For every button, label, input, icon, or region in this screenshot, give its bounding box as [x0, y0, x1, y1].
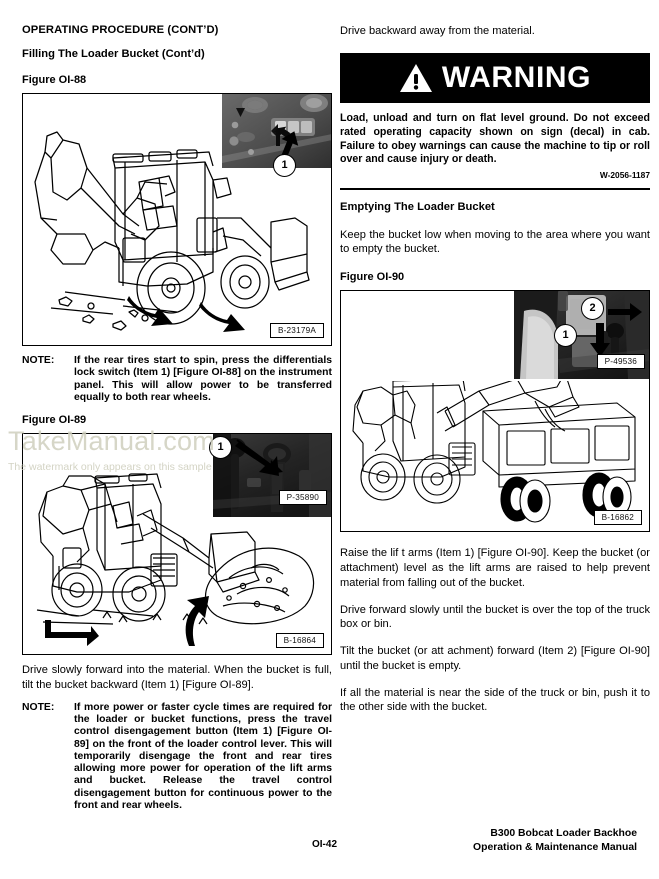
figure-oi-90 [340, 290, 650, 532]
note-text: If more power or faster cycle times are required for the loader or bucket functions, press the travel control disengagement button (Item 1) [Figure OI-89] on the front of the loader control lever. This will temporarily disengage the front and rear tires allowing more power for operation of the lift arms and bucket. Release the travel control disengagement button for continuous power to the front and rear wheels. [74, 701, 332, 811]
page-footer [22, 827, 637, 861]
figure-label-oi-90: Figure OI-90 [340, 271, 405, 284]
paragraph-tilt-bucket-forward: Tilt the bucket (or att achment) forward (Item 2) [Figure OI-90] until the bucket is empty. [340, 645, 650, 672]
note-travel-control-disengagement [22, 702, 332, 812]
figure-oi-89-callout-1: 1 [209, 436, 232, 459]
page-title: OPERATING PROCEDURE (CONT’D) [22, 24, 219, 36]
left-column [22, 24, 332, 822]
note-differentials-lock [22, 355, 332, 404]
right-column [340, 24, 650, 715]
loader-dumping-into-truck-line-art [349, 381, 645, 523]
warning-title: WARNING [441, 60, 592, 94]
section-heading-emptying: Emptying The Loader Bucket [340, 201, 495, 214]
note-keyword: NOTE: [22, 701, 55, 713]
figure-oi-88 [22, 93, 332, 346]
footer-manual-title [473, 827, 637, 855]
paragraph-drive-slowly-forward: Drive slowly forward into the material. When the bucket is full, tilt the bucket backward (Item 1) [Figure OI-89]. [22, 664, 332, 692]
note-keyword: NOTE: [22, 355, 55, 367]
paragraph-raise-lift-arms: Raise the lif t arms (Item 1) [Figure OI-90]. Keep the bucket (or attachment) level as the lift arms are raised to help prevent material from falling out of the bucket. [340, 547, 650, 589]
figure-oi-88-callout-1: 1 [273, 154, 296, 177]
paragraph-keep-bucket-low: Keep the bucket low when moving to the area where you want to empty the bucket. [340, 228, 650, 256]
footer-page-number: OI-42 [312, 839, 338, 850]
backhoe-loader-line-art [27, 122, 317, 334]
warning-body: Load, unload and turn on flat level ground. Do not exceed rated operating capacity shown on sign (decal) in cab. Failure to obey warnings can cause the machine to tip or roll over and cause injury or death. [340, 111, 650, 166]
paragraph-drive-forward-slowly: Drive forward slowly until the bucket is over the top of the truck box or bin. [340, 603, 650, 631]
figure-oi-90-callout-2: 2 [581, 297, 604, 320]
figure-oi-90-code: B-16862 [594, 510, 642, 525]
figure-oi-89-inset-code: P-35890 [279, 490, 327, 505]
figure-label-oi-89: Figure OI-89 [22, 414, 87, 427]
section-divider [340, 188, 650, 190]
watermark-subtext: The watermark only appears on this sample [8, 461, 212, 473]
warning-code: W-2056-1187 [599, 170, 650, 181]
figure-label-oi-88: Figure OI-88 [22, 73, 87, 86]
figure-oi-89 [22, 433, 332, 655]
figure-oi-90-inset-code: P-49536 [597, 354, 645, 369]
figure-oi-89-code: B-16864 [276, 633, 324, 648]
footer-title-line-1: B300 Bobcat Loader Backhoe [490, 828, 637, 839]
loader-filling-bucket-line-art [33, 470, 325, 652]
paragraph-material-near-side: If all the material is near the side of the truck or bin, push it to the other side with the bucket. [340, 686, 650, 714]
figure-oi-88-code: B-23179A [270, 323, 324, 338]
warning-triangle-icon [399, 63, 433, 93]
section-subtitle: Filling The Loader Bucket (Cont’d) [22, 48, 205, 61]
paragraph-drive-backward: Drive backward away from the material. [340, 25, 535, 37]
figure-oi-90-callout-1: 1 [554, 324, 577, 347]
watermark-text: TakeManual.com [8, 426, 215, 456]
note-text: If the rear tires start to spin, press the differentials lock switch (Item 1) [Figure OI-88] on the instrument panel. This will allow power to be transferred equally to both rear wheels. [74, 355, 332, 403]
footer-title-line-2: Operation & Maintenance Manual [473, 841, 637, 853]
warning-banner [340, 53, 650, 103]
